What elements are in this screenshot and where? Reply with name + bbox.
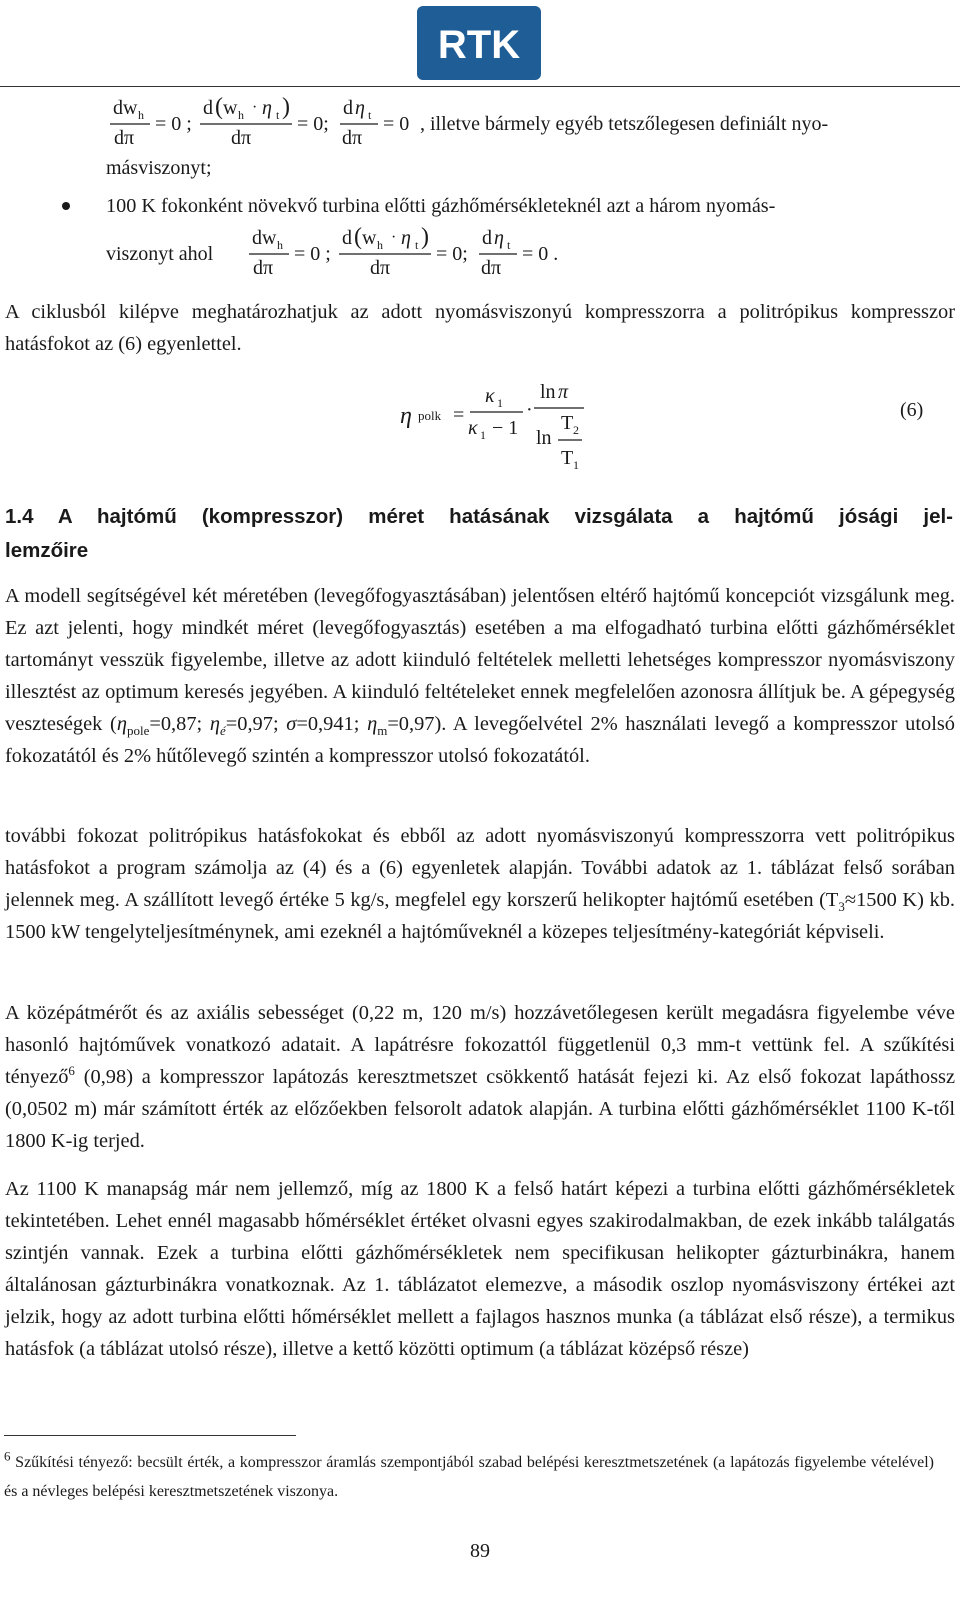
para1-text-b: ). A levegőelvétel 2% használati levegő a kompresszor utolsó fokozatától és 2% hűtőlevegő szintén a kompresszor utolsó fokozatától. bbox=[5, 713, 955, 767]
eq6-kappa-num: κ bbox=[485, 385, 495, 407]
eq2-frac2-eq: = 0; bbox=[436, 243, 468, 265]
eq2-frac2-den: dπ bbox=[370, 257, 391, 279]
eq2-frac3-sub: t bbox=[507, 238, 511, 252]
eta-m-value: =0,97 bbox=[387, 713, 435, 735]
eq-frac1-num-sub: h bbox=[138, 108, 144, 122]
eq2-frac1-eq: = 0 ; bbox=[294, 243, 331, 265]
eta-pole-value: =0,87; bbox=[149, 713, 210, 735]
eta-symbol: η bbox=[116, 713, 127, 735]
eq6-equals: = bbox=[453, 404, 465, 426]
eq2-frac2-d: d bbox=[342, 227, 352, 249]
line-masviszonyt: másviszonyt; bbox=[106, 157, 212, 179]
eq6-number: (6) bbox=[900, 399, 924, 421]
eq6-kappa-num-sub: 1 bbox=[497, 396, 503, 410]
eq-frac1-eq: = 0 ; bbox=[155, 113, 192, 135]
eq6-T1-sub: 1 bbox=[573, 458, 579, 472]
svg-text:(: ( bbox=[215, 94, 223, 120]
sigma-symbol: σ bbox=[286, 713, 297, 735]
eq6-eta: η bbox=[400, 403, 412, 429]
header-rule bbox=[0, 86, 960, 87]
eq2-frac3-den: dπ bbox=[481, 257, 502, 279]
eta-pole-sub: pole bbox=[126, 723, 150, 739]
para2-text-a: további fokozat politrópikus hatásfokokat és ebből az adott nyomásviszonyú kompresszorra vett politrópikus hatásfokot a program számolja az (4) és a (6) egyenletek alapján. További adatok az 1. táblázat felső sorában jelennek meg. A szállított levegő értéke 5 kg/s, megfelel egy korszerű helikopter hajtómű esetében (T bbox=[5, 825, 955, 911]
footnote-text: Szűkítési tényező: becsült érték, a kompresszor áramlás szempontjából szabad belépési keresztmetszetének (a lapátozás figyelembe vételével) és a névleges belépési keresztmetszetének viszonya. bbox=[4, 1454, 934, 1500]
eq2-frac2-eta: η bbox=[401, 227, 411, 249]
eq-frac2-w: w bbox=[223, 97, 238, 119]
eq-top-trailing-text: , illetve bármely egyéb tetszőlegesen definiált nyo- bbox=[420, 113, 829, 135]
eq6-ln-den: ln bbox=[536, 427, 552, 449]
svg-text:·: · bbox=[391, 229, 397, 246]
eq6-pi: π bbox=[558, 381, 569, 403]
eq6-ln-num: ln bbox=[540, 381, 556, 403]
eq-frac3-d: d bbox=[343, 97, 353, 119]
eq2-end: = 0 . bbox=[522, 243, 559, 265]
rtk-logo bbox=[417, 6, 541, 80]
paragraph-1100k: Az 1100 K manapság már nem jellemző, míg az 1800 K a felső határt képezi a turbina előtti gázhőmérsékletek tekintetében. Lehet ennél magasabb hőmérséklet értéket olvasni egyes szakirodalmakban, de ezek inkább találgatás szintjén vannak. Ezek a turbina előtti gázhőmérsékletek nem specifikusan helikopter gázturbinákra, hanem általánosan gázturbinákra vonatkoznak. Az 1. táblázatot elemezve, a második oszlop nyomásviszony értékei azt jelzik, hogy az adott turbina előtti hőmérséklet mellett a fajlagos hasznos munka (a táblázat első része), a termikus hatásfok (a táblázat utolsó része), illetve a kettő közötti optimum (a táblázat középső része) bbox=[5, 1178, 955, 1360]
eq-frac2-eq: = 0; bbox=[297, 113, 329, 135]
eq-frac2-d: d bbox=[203, 97, 213, 119]
section-heading-line2: lemzőire bbox=[5, 539, 89, 562]
eq6-dot: · bbox=[526, 399, 533, 421]
para1-text-a: A modell segítségével két méretében (levegőfogyasztásában) jelentősen eltérő hajtómű koncepciót vizsgálunk meg. Ez azt jelenti, hogy mindkét méret (levegőfogyasztás) esetében a ma elfogadható turbina előtti gázhőmérséklet tartományt vesszük figyelembe, illetve az adott kiinduló feltételek melletti lehetséges kompresszor nyomásviszony illesztést az optimum keresés jegyében. A kiinduló feltételeket ennek megfelelően azonosra állítjuk be. A gépegység veszteségek ( bbox=[5, 585, 955, 735]
eq6-eta-sub: polk bbox=[418, 408, 442, 423]
eq-frac2-etasub: t bbox=[276, 108, 280, 122]
bullet-text: 100 K fokonként növekvő turbina előtti gázhőmérsékleteknél azt a három nyomás- bbox=[106, 195, 776, 217]
section-heading bbox=[5, 500, 953, 568]
eq6-kappa-den-sub: 1 bbox=[480, 428, 486, 442]
equation-top bbox=[0, 92, 960, 152]
eq-frac2-den: dπ bbox=[231, 127, 252, 149]
eq-frac3-eq: = 0 bbox=[383, 113, 410, 135]
paragraph-tovabbi bbox=[5, 820, 955, 948]
eq2-frac1-den: dπ bbox=[253, 257, 274, 279]
svg-text:): ) bbox=[421, 224, 429, 250]
paragraph-modell bbox=[5, 580, 955, 772]
eq6-T2-sub: 2 bbox=[573, 423, 579, 437]
eq2-frac3-d: d bbox=[482, 227, 492, 249]
T3-sub: 3 bbox=[838, 899, 845, 915]
eq-frac2-eta: η bbox=[262, 97, 272, 119]
eq2-frac1-num-sub: h bbox=[277, 238, 283, 252]
eq-frac3-eta: η bbox=[355, 97, 365, 119]
eta-symbol: η bbox=[367, 713, 378, 735]
eq2-frac1-num: dw bbox=[252, 227, 277, 249]
eq6-kappa-den: κ bbox=[468, 417, 478, 439]
paragraph-ciklus: A ciklusból kilépve meghatározhatjuk az adott nyomásviszonyú kompresszorra a politrópikus kompresszor hatásfokot az (6) egyenlettel. bbox=[5, 301, 955, 355]
bullet-dot bbox=[62, 202, 70, 210]
svg-text:(: ( bbox=[354, 224, 362, 250]
footnote-rule bbox=[4, 1435, 296, 1436]
eq-frac3-den: dπ bbox=[342, 127, 363, 149]
eta-e-sub: é bbox=[219, 723, 226, 739]
eq2-frac2-etasub: t bbox=[415, 238, 419, 252]
eq2-frac2-w: w bbox=[362, 227, 377, 249]
footnote-number: 6 bbox=[4, 1448, 11, 1464]
eq-frac3-sub: t bbox=[368, 108, 372, 122]
page-number: 89 bbox=[470, 1540, 490, 1562]
eq-frac1-den: dπ bbox=[114, 127, 135, 149]
sigma-value: =0,941; bbox=[296, 713, 368, 735]
eq6-T1: T bbox=[561, 447, 574, 469]
svg-text:): ) bbox=[282, 94, 290, 120]
eq6-T2: T bbox=[561, 412, 574, 434]
svg-text:·: · bbox=[252, 99, 258, 116]
para3-text-a: A középátmérőt és az axiális sebességet (0,22 m, 120 m/s) hozzávetőlegesen került megadásra figyelembe véve hasonló hajtóművek vonatkozó adatait. A lapátrésre fokozattól függetlenül 0,3 mm-t vettünk fel. A szűkítési tényező bbox=[5, 1002, 955, 1088]
equation-6 bbox=[0, 378, 960, 478]
eta-e-value: =0,97; bbox=[225, 713, 287, 735]
eq-frac1-num: dw bbox=[113, 97, 138, 119]
logo-text: RTK bbox=[437, 23, 521, 67]
eq6-minus-one: − 1 bbox=[492, 417, 519, 439]
footnote-ref[interactable]: 6 bbox=[68, 1063, 75, 1079]
approx-symbol: ≈ bbox=[844, 889, 857, 911]
eq-frac2-wsub: h bbox=[238, 108, 244, 122]
section-heading-line1: 1.4 A hajtómű (kompresszor) méret hatásának vizsgálata a hajtómű jósági jel- bbox=[5, 505, 953, 528]
eq2-frac2-wsub: h bbox=[377, 238, 383, 252]
para3-text-b: (0,98) a kompresszor lapátozás keresztmetszet csökkentő hatását fejezi ki. Az első fokozat lapáthossz (0,0502 m) már számított érték az előzőekben felsorolt adatok alapján. A turbina előtti gázhőmérséklet 1100 K-től 1800 K-ig terjed. bbox=[5, 1066, 955, 1152]
equation-second bbox=[0, 222, 960, 282]
rtk-logo-mark bbox=[417, 6, 541, 80]
footnote bbox=[4, 1448, 934, 1506]
paragraph-kozepatmero bbox=[5, 997, 955, 1157]
para2-text-b: 1500 K) kb. 1500 kW tengelyteljesítménynek, ami ezeknél a hajtóműveknél a közepes teljesítmény-kategóriát képviseli. bbox=[5, 889, 955, 943]
eq2-frac3-eta: η bbox=[494, 227, 504, 249]
eta-m-sub: m bbox=[377, 723, 388, 739]
eq2-prefix: viszonyt ahol bbox=[106, 243, 214, 265]
eta-symbol: η bbox=[209, 713, 220, 735]
